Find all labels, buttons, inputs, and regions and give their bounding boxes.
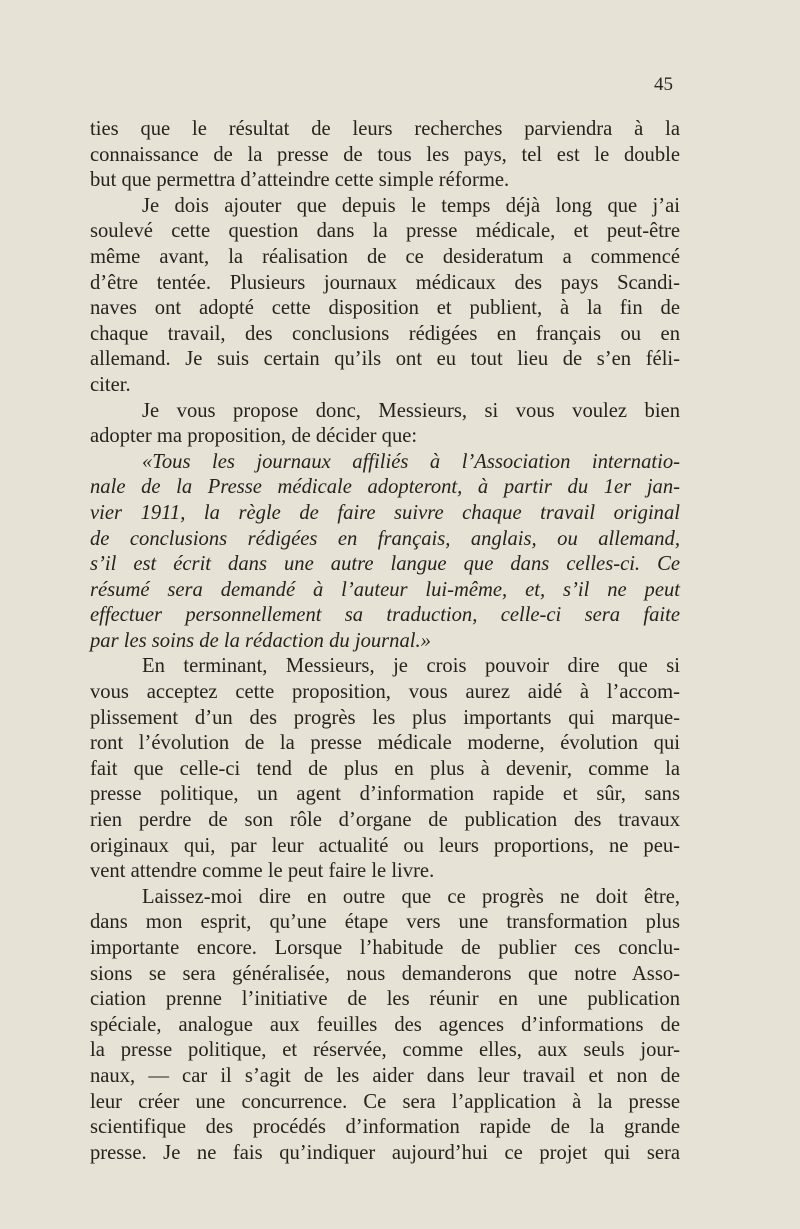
text-line: leur créer une concurrence. Ce sera l’application à la presse	[90, 1090, 680, 1113]
page-number: 45	[654, 74, 673, 95]
quoted-line: par les soins de la rédaction du journal.»	[90, 629, 431, 652]
text-line: la presse politique, et réservée, comme elles, aux seuls jour-	[90, 1039, 680, 1062]
text-line: connaissance de la presse de tous les pays, tel est le double	[90, 143, 680, 166]
text-line: presse. Je ne fais qu’indiquer aujourd’hui ce projet qui sera	[90, 1141, 680, 1164]
text-line: même avant, la réalisation de ce desideratum a commencé	[90, 245, 680, 268]
body-text	[90, 117, 680, 1166]
text-line: vous acceptez cette proposition, vous aurez aidé à l’accom-	[90, 681, 680, 704]
text-line: naves ont adopté cette disposition et publient, à la fin de	[90, 297, 680, 320]
text-line: d’être tentée. Plusieurs journaux médicaux des pays Scandi-	[90, 271, 680, 294]
quoted-line: s’il est écrit dans une autre langue que dans celles-ci. Ce	[90, 553, 680, 576]
text-line: sions se sera généralisée, nous demanderons que notre Asso-	[90, 962, 680, 985]
text-line: soulevé cette question dans la presse médicale, et peut-être	[90, 220, 680, 243]
text-line: scientifique des procédés d’information rapide de la grande	[90, 1116, 680, 1139]
text-line: Laissez-moi dire en outre que ce progrès ne doit être,	[142, 885, 680, 908]
text-line: spéciale, analogue aux feuilles des agences d’informations de	[90, 1013, 680, 1036]
text-line: dans mon esprit, qu’une étape vers une transformation plus	[90, 911, 680, 934]
quoted-line: vier 1911, la règle de faire suivre chaque travail original	[90, 501, 680, 524]
quoted-line: nale de la Presse médicale adopteront, à partir du 1er jan-	[90, 476, 680, 499]
text-line: ciation prenne l’initiative de les réunir en une publication	[90, 988, 680, 1011]
text-line: ront l’évolution de la presse médicale moderne, évolution qui	[90, 732, 680, 755]
text-line: citer.	[90, 373, 131, 396]
text-line: adopter ma proposition, de décider que:	[90, 425, 418, 448]
text-line: originaux qui, par leur actualité ou leurs proportions, ne peu-	[90, 834, 680, 857]
text-line: En terminant, Messieurs, je crois pouvoir dire que si	[142, 655, 680, 678]
text-line: Je dois ajouter que depuis le temps déjà long que j’ai	[142, 194, 680, 217]
text-line: vent attendre comme le peut faire le livre.	[90, 860, 435, 883]
text-line: presse politique, un agent d’information rapide et sûr, sans	[90, 783, 680, 806]
text-line: ties que le résultat de leurs recherches parviendra à la	[90, 118, 680, 140]
quoted-line: effectuer personnellement sa traduction, celle-ci sera faite	[90, 604, 680, 627]
text-line: rien perdre de son rôle d’organe de publication des travaux	[90, 809, 680, 832]
text-line: allemand. Je suis certain qu’ils ont eu tout lieu de s’en féli-	[90, 348, 680, 371]
text-line: plissement d’un des progrès les plus importants qui marque-	[90, 706, 680, 729]
text-line: importante encore. Lorsque l’habitude de publier ces conclu-	[90, 937, 680, 959]
text-line: but que permettra d’atteindre cette simple réforme.	[90, 169, 510, 192]
quoted-line: de conclusions rédigées en français, anglais, ou allemand,	[90, 527, 680, 550]
quoted-line: «Tous les journaux affiliés à l’Association internatio-	[142, 450, 680, 473]
text-line: fait que celle-ci tend de plus en plus à devenir, comme la	[90, 757, 680, 780]
text-line: Je vous propose donc, Messieurs, si vous voulez bien	[142, 399, 680, 422]
quoted-line: résumé sera demandé à l’auteur lui-même, et, s’il ne peut	[90, 578, 680, 601]
text-line: chaque travail, des conclusions rédigées en français ou en	[90, 322, 680, 345]
text-line: naux, — car il s’agit de les aider dans leur travail et non de	[90, 1064, 680, 1087]
